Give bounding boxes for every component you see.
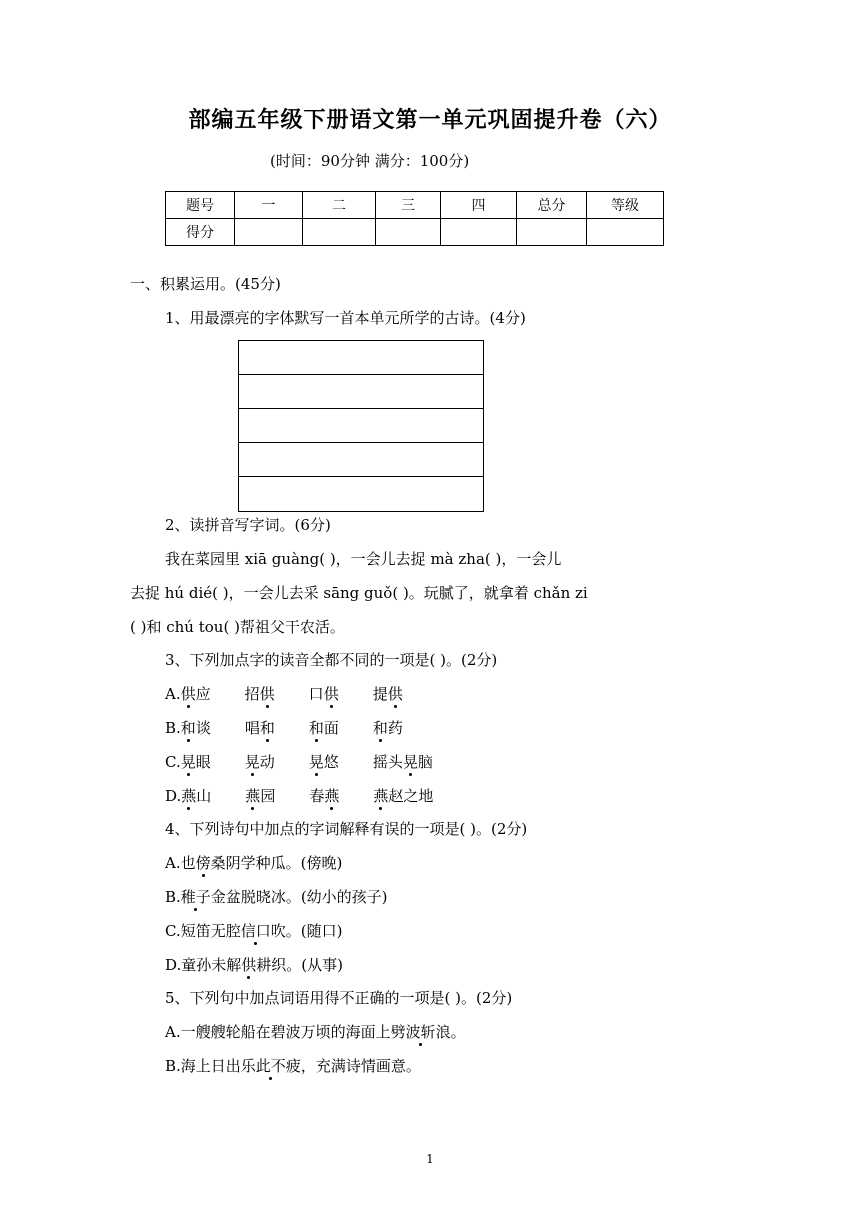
option-text: 园: [260, 787, 276, 805]
pinyin-passage-line: 我在菜园里 xiā guàng( )，一会儿去捉 mà zha( )，一会儿: [165, 550, 562, 568]
dotted-char: 和: [259, 719, 275, 737]
option-c: [165, 752, 433, 772]
dotted-char: 燕: [324, 787, 340, 805]
writing-line[interactable]: [239, 375, 483, 409]
option-text: C.短笛无腔: [165, 922, 241, 940]
dotted-char: 供: [259, 685, 275, 703]
option-text: 谈: [195, 719, 211, 737]
dotted-char: 和: [308, 719, 324, 737]
dotted-char: 供: [323, 685, 339, 703]
pinyin-passage-line: 去捉 hú dié( )，一会儿去采 sāng guǒ( )。玩腻了，就拿着 chǎn zi: [130, 584, 588, 602]
option-a: [165, 684, 403, 704]
dotted-char: 晃: [402, 753, 418, 771]
option-text: 吹。(随口): [270, 922, 343, 940]
option-b: [165, 887, 388, 907]
option-text: 桑阴学种瓜。(傍晚): [210, 854, 343, 872]
option-letter: D.: [165, 787, 182, 805]
table-cell: 得分: [166, 219, 235, 246]
question-3: 3、下列加点字的读音全都不同的一项是( )。(2分): [165, 651, 498, 669]
page-title: 部编五年级下册语文第一单元巩固提升卷（六）: [188, 107, 672, 133]
question-1: 1、用最漂亮的字体默写一首本单元所学的古诗。(4分): [165, 309, 526, 327]
dotted-char: 供: [241, 956, 257, 974]
option-text: 。: [450, 1023, 466, 1041]
table-cell: 二: [303, 192, 376, 219]
option-text: 动: [259, 753, 275, 771]
option-letter: A.: [165, 685, 181, 703]
writing-line[interactable]: [239, 477, 483, 511]
option-text: 眼: [195, 753, 211, 771]
option-text: 提: [372, 685, 388, 703]
dotted-char: 供: [387, 685, 403, 703]
question-4: 4、下列诗句中加点的字词解释有误的一项是( )。(2分): [165, 820, 528, 838]
section-heading: 一、积累运用。(45分): [130, 275, 281, 293]
dotted-char: 晃: [180, 753, 196, 771]
option-d: [165, 955, 343, 975]
dotted-char: 和: [180, 719, 196, 737]
option-text: 金盆脱晓冰。(幼小的孩子): [210, 888, 388, 906]
option-c: [165, 921, 342, 941]
dotted-char: 燕: [181, 787, 197, 805]
option-text: A.也: [165, 854, 196, 872]
dotted-char: 燕: [245, 787, 261, 805]
option-text: 唱: [244, 719, 260, 737]
option-text: 口: [308, 685, 324, 703]
exam-time-score: (时间：90分钟 满分：100分): [270, 152, 470, 170]
dotted-char: 傍: [195, 854, 211, 872]
option-text: 春: [309, 787, 325, 805]
option-text: 面: [323, 719, 339, 737]
score-cell[interactable]: [235, 219, 303, 246]
dotted-char: 乐此不疲: [240, 1057, 301, 1075]
option-text: 摇头: [372, 753, 403, 771]
option-text: 耕织。(从事): [256, 956, 343, 974]
score-table: [165, 191, 664, 246]
table-cell: 题号: [166, 192, 235, 219]
option-b: [165, 1056, 421, 1076]
option-text: 悠: [323, 753, 339, 771]
option-a: [165, 1022, 466, 1042]
table-cell: 总分: [517, 192, 587, 219]
option-text: 应: [195, 685, 211, 703]
option-text: ，充满诗情画意。: [300, 1057, 421, 1075]
option-letter: C.: [165, 753, 181, 771]
option-text: 山: [196, 787, 212, 805]
option-text: B.海上日出: [165, 1057, 241, 1075]
page-number: 1: [426, 1152, 434, 1166]
dotted-char: 稚子: [180, 888, 211, 906]
dotted-char: 供: [180, 685, 196, 703]
table-cell: 一: [235, 192, 303, 219]
score-cell[interactable]: [587, 219, 664, 246]
option-text: 脑: [417, 753, 433, 771]
dotted-char: 晃: [308, 753, 324, 771]
option-text: 药: [387, 719, 403, 737]
score-table-score-row: [166, 219, 664, 246]
option-d: [165, 786, 433, 806]
question-5: 5、下列句中加点词语用得不正确的一项是( )。(2分): [165, 989, 513, 1007]
option-text: D.童孙未解: [165, 956, 242, 974]
option-a: [165, 853, 342, 873]
option-text: A.一艘艘轮船在碧波万顷的海面上: [165, 1023, 391, 1041]
writing-line[interactable]: [239, 409, 483, 443]
dotted-char: 和: [372, 719, 388, 737]
pinyin-passage-line: ( )和 chú tou( )帮祖父干农活。: [130, 618, 345, 636]
score-cell[interactable]: [517, 219, 587, 246]
score-cell[interactable]: [303, 219, 376, 246]
option-text: B.: [165, 888, 181, 906]
table-cell: 三: [376, 192, 441, 219]
dotted-char: 晃: [244, 753, 260, 771]
score-cell[interactable]: [376, 219, 441, 246]
dotted-char: 燕: [373, 787, 389, 805]
score-table-header-row: [166, 192, 664, 219]
writing-line[interactable]: [239, 341, 483, 375]
table-cell: 等级: [587, 192, 664, 219]
score-cell[interactable]: [441, 219, 517, 246]
question-2: 2、读拼音写字词。(6分): [165, 516, 331, 534]
option-b: [165, 718, 403, 738]
option-text: 招: [244, 685, 260, 703]
option-letter: B.: [165, 719, 181, 737]
option-text: 赵之地: [388, 787, 434, 805]
dotted-char: 信口: [240, 922, 271, 940]
poem-writing-box[interactable]: [238, 340, 484, 512]
table-cell: 四: [441, 192, 517, 219]
dotted-char: 劈波斩浪: [390, 1023, 451, 1041]
writing-line[interactable]: [239, 443, 483, 477]
